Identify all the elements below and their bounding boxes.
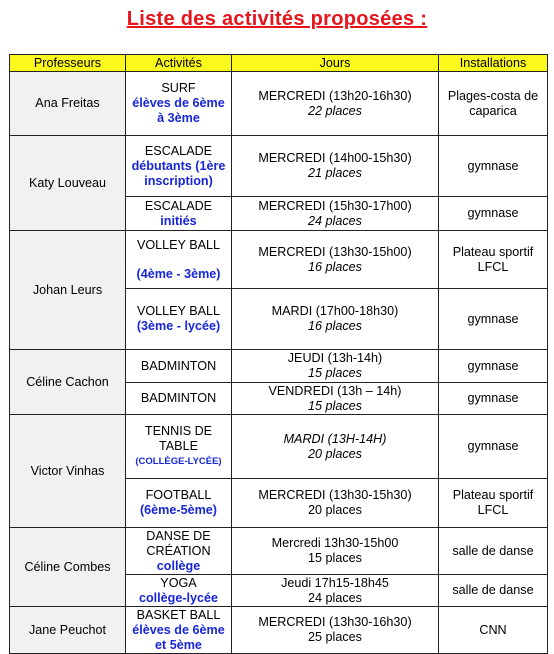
- day-cell: [232, 575, 439, 607]
- table-row: [10, 136, 548, 197]
- table-row: [10, 607, 548, 654]
- day-text: MERCREDI (13h20-16h30): [258, 88, 412, 103]
- installation-cell: gymnase: [439, 197, 548, 231]
- activity-name: ESCALADE: [144, 143, 213, 158]
- activity-name: BADMINTON: [140, 358, 217, 373]
- day-cell: [232, 231, 439, 289]
- day-cell: [232, 136, 439, 197]
- activity-name: DANSE DE CRÉATION: [146, 528, 211, 558]
- activities-table: [9, 54, 548, 654]
- places-text: 22 places: [308, 103, 362, 118]
- installation-cell: gymnase: [439, 289, 548, 350]
- day-cell: [232, 415, 439, 479]
- table-row: [10, 415, 548, 479]
- activity-cell: [126, 231, 232, 289]
- installation-cell: gymnase: [439, 415, 548, 479]
- header-row: [10, 55, 548, 72]
- activity-name: VOLLEY BALL: [136, 304, 221, 318]
- installation-cell: salle de danse: [439, 575, 548, 607]
- activity-cell: [126, 607, 232, 654]
- places-text: 20 places: [308, 503, 362, 517]
- activity-detail: collège: [156, 558, 201, 573]
- activity-name: BADMINTON: [140, 391, 217, 405]
- activity-cell: [126, 528, 232, 575]
- page-title: Liste des activités proposées :: [126, 8, 428, 30]
- day-text: MERCREDI (14h00-15h30): [258, 151, 412, 165]
- installation-cell: Plages-costa de caparica: [439, 72, 548, 136]
- day-text: JEUDI (13h-14h): [287, 351, 383, 365]
- activity-cell: [126, 479, 232, 528]
- activity-name: VOLLEY BALL: [136, 237, 221, 252]
- activity-cell: [126, 383, 232, 415]
- activity-cell: [126, 415, 232, 479]
- installation-cell: gymnase: [439, 350, 548, 383]
- professor-cell: Céline Combes: [10, 528, 126, 607]
- activity-name: TENNIS DE TABLE: [144, 424, 213, 453]
- day-text: VENDREDI (13h – 14h): [268, 383, 402, 398]
- day-text: MERCREDI (13h30-15h30): [258, 488, 412, 502]
- installation-cell: gymnase: [439, 383, 548, 415]
- places-text: 15 places: [308, 551, 362, 565]
- places-text: 15 places: [308, 398, 362, 413]
- day-text: MERCREDI (13h30-16h30): [258, 615, 412, 629]
- day-cell: [232, 72, 439, 136]
- activity-detail: débutants (1ère inscription): [131, 158, 226, 188]
- day-cell: [232, 383, 439, 415]
- activity-cell: [126, 136, 232, 197]
- places-text: 16 places: [308, 259, 362, 274]
- table-row: [10, 231, 548, 289]
- activity-detail: élèves de 6ème à 3ème: [132, 96, 225, 125]
- table-row: [10, 350, 548, 383]
- day-text: Jeudi 17h15-18h45: [281, 575, 389, 590]
- professor-cell: Céline Cachon: [10, 350, 126, 415]
- activity-name: SURF: [161, 81, 196, 95]
- professor-cell: Victor Vinhas: [10, 415, 126, 528]
- activity-cell: [126, 197, 232, 231]
- activity-cell: [126, 350, 232, 383]
- header-cell: Jours: [232, 55, 439, 72]
- activity-cell: [126, 575, 232, 607]
- professor-cell: Jane Peuchot: [10, 607, 126, 654]
- installation-cell: Plateau sportif LFCL: [439, 231, 548, 289]
- day-text: MERCREDI (15h30-17h00): [258, 198, 412, 213]
- professor-cell: Katy Louveau: [10, 136, 126, 231]
- activity-cell: [126, 72, 232, 136]
- table-row: [10, 528, 548, 575]
- installation-cell: Plateau sportif LFCL: [439, 479, 548, 528]
- professor-cell: Ana Freitas: [10, 72, 126, 136]
- installation-cell: salle de danse: [439, 528, 548, 575]
- day-cell: [232, 289, 439, 350]
- activity-name: FOOTBALL: [145, 488, 212, 502]
- header-cell: Installations: [439, 55, 548, 72]
- table-row: [10, 72, 548, 136]
- activity-detail: (6ème-5ème): [139, 503, 217, 517]
- activity-detail: (3ème - lycée): [136, 319, 221, 333]
- places-text: 25 places: [308, 630, 362, 644]
- activity-detail: initiés: [160, 213, 197, 228]
- professor-cell: Johan Leurs: [10, 231, 126, 350]
- places-text: 16 places: [308, 319, 362, 333]
- activity-detail: (4ème - 3ème): [136, 266, 221, 281]
- day-text: Mercredi 13h30-15h00: [271, 536, 399, 550]
- places-text: 24 places: [308, 590, 362, 605]
- activity-name: BASKET BALL: [136, 607, 221, 622]
- activity-name: ESCALADE: [144, 198, 213, 213]
- activity-cell: [126, 289, 232, 350]
- day-cell: [232, 479, 439, 528]
- activity-name: YOGA: [160, 575, 197, 590]
- day-cell: [232, 607, 439, 654]
- activity-detail: élèves de 6ème et 5ème: [132, 622, 225, 652]
- places-text: 24 places: [308, 213, 362, 228]
- activity-detail: collège-lycée: [138, 590, 219, 605]
- header-cell: Activités: [126, 55, 232, 72]
- day-cell: [232, 197, 439, 231]
- day-text: MERCREDI (13h30-15h00): [258, 244, 412, 259]
- header-cell: Professeurs: [10, 55, 126, 72]
- day-text: MARDI (13H-14H): [283, 431, 387, 446]
- places-text: 21 places: [308, 166, 362, 180]
- day-text: MARDI (17h00-18h30): [271, 304, 399, 318]
- day-cell: [232, 528, 439, 575]
- installation-cell: CNN: [439, 607, 548, 654]
- activity-detail: (COLLÈGE-LYCÉE): [135, 456, 222, 467]
- places-text: 15 places: [308, 366, 362, 380]
- day-cell: [232, 350, 439, 383]
- places-text: 20 places: [308, 446, 362, 461]
- installation-cell: gymnase: [439, 136, 548, 197]
